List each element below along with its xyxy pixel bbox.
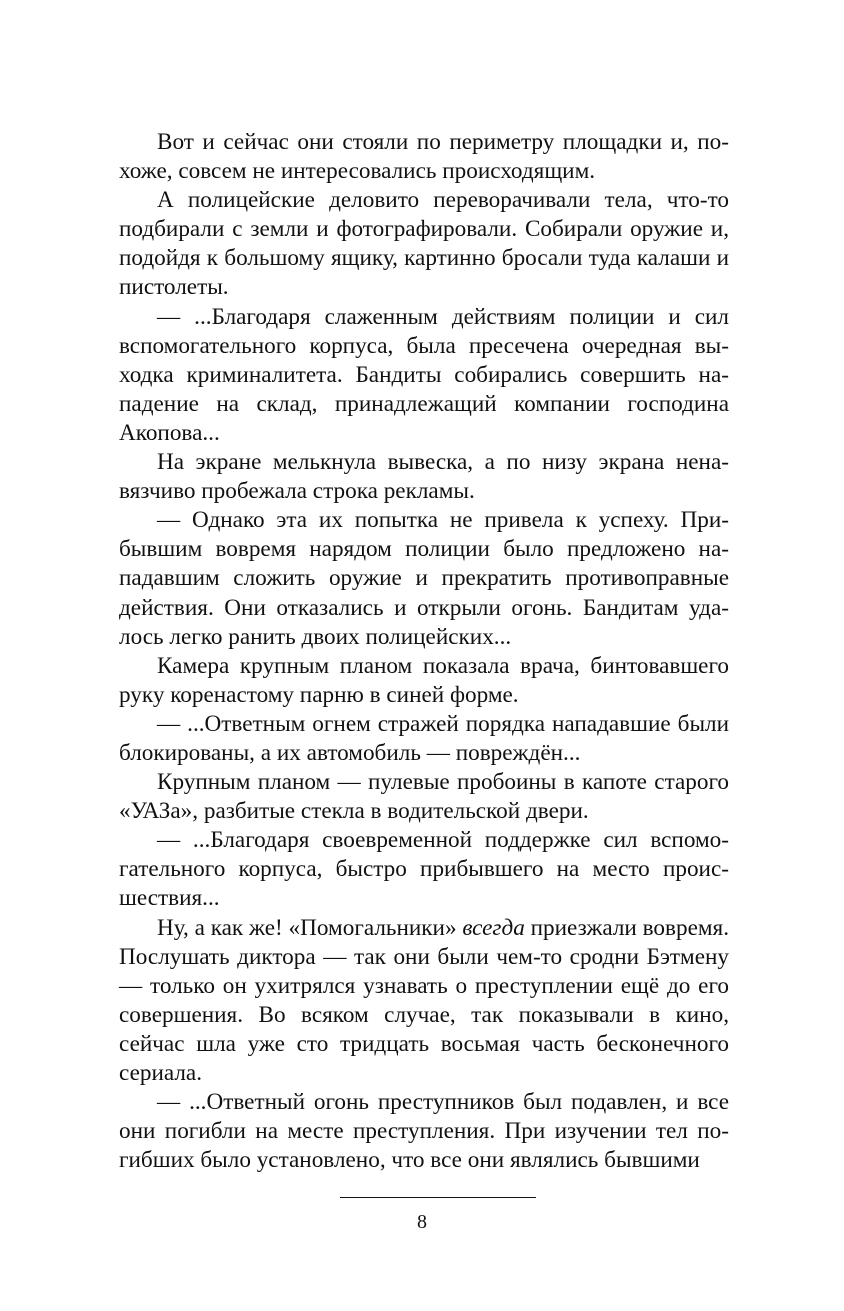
paragraph: — Однако эта их попытка не привела к успеху. Прибывшим вовремя нарядом полиции было предложено нападавшим сложить оружие и прекратить противоправные действия. Они отказались и открыли огонь. Бандитам удалось легко ранить двоих полицейских... <box>119 507 729 650</box>
paragraph-text: Ну, а как же! «Помогальники» <box>157 914 463 941</box>
paragraph: На экране мелькнула вывеска, а по низу экрана ненавязчиво пробежала строка рекламы. <box>119 449 729 505</box>
paragraph: — ...Благодаря своевременной поддержке сил вспомогательного корпуса, быстро прибывшего на место происшествия... <box>119 827 729 912</box>
emphasized-word: всегда <box>462 914 525 941</box>
paragraph: Камера крупным планом показала врача, бинтовавшего руку коренастому парню в синей форме. <box>119 652 729 708</box>
paragraph: — ...Ответным огнем стражей порядка нападавшие были блокированы, а их автомобиль — повреждён... <box>119 710 729 766</box>
paragraph: Крупным планом — пулевые пробоины в капоте старого «УАЗа», разбитые стекла в водительской двери. <box>119 769 729 825</box>
paragraph-text: приезжали вовремя. Послушать диктора — так они были чем-то сродни Бэтмену — только он ухитрялся узнавать о преступлении ещё до его совершения. Во всяком случае, так показывали в кино, сейчас шла уже сто тридцать восьмая часть бесконечного сериала. <box>119 914 729 1086</box>
paragraph: А полицейские деловито переворачивали тела, что-то подбирали с земли и фотографировали. Собирали оружие и, подойдя к большому ящику, картинно бросали туда калаши и пистолеты. <box>119 187 729 301</box>
paragraph: — ...Ответный огонь преступников был подавлен, и все они погибли на месте преступления. При изучении тел погибших было установлено, что все они являлись бывшими <box>119 1089 729 1174</box>
page-number: 8 <box>417 1211 427 1233</box>
paragraph-with-emphasis <box>119 914 729 1089</box>
paragraph: — ...Благодаря слаженным действиям полиции и сил вспомогательного корпуса, была пресечена очередная выходка криминалитета. Бандиты собирались совершить нападение на склад, принадлежащий компании господина Акопова... <box>119 303 729 446</box>
paragraph: Вот и сейчас они стояли по периметру площадки и, похоже, совсем не интересовались происходящим. <box>119 129 729 185</box>
page-body <box>119 128 729 1175</box>
footer-rule <box>340 1197 536 1198</box>
